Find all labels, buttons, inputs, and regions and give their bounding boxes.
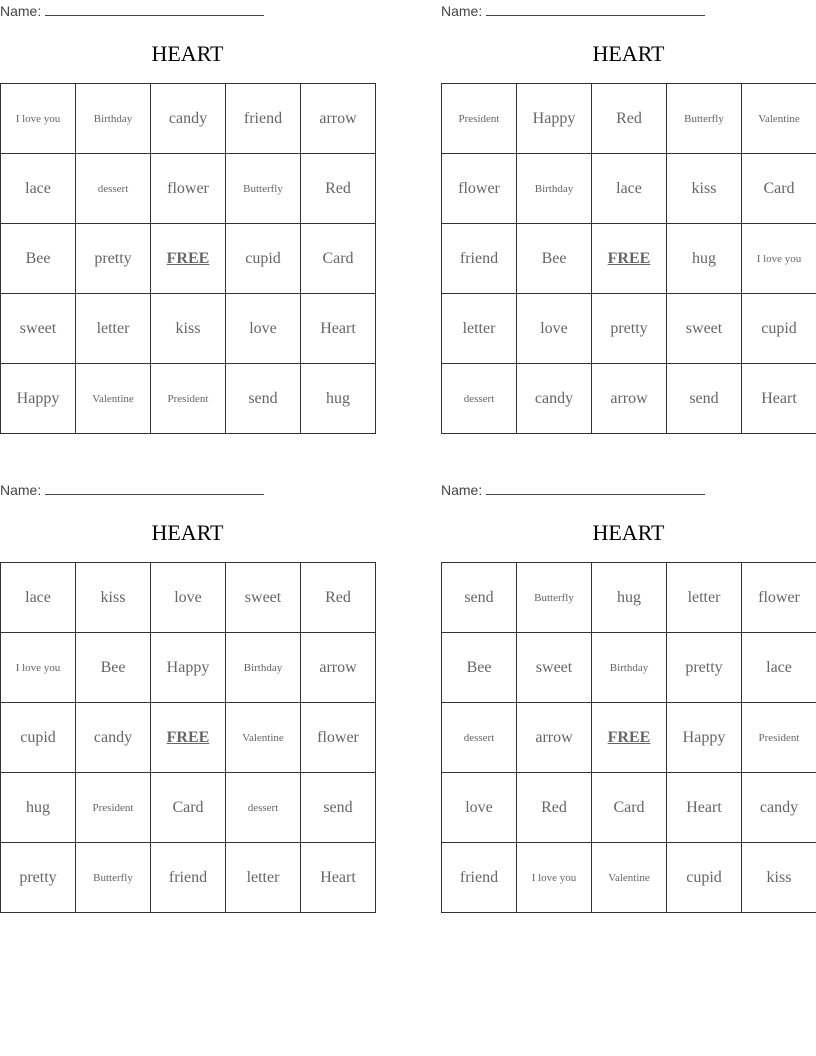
grid-cell: dessert: [442, 364, 517, 434]
grid-cell: hug: [1, 773, 76, 843]
grid-cell: flower: [301, 703, 376, 773]
grid-cell: sweet: [667, 294, 742, 364]
grid-row: [442, 843, 816, 913]
grid-cell: kiss: [742, 843, 816, 913]
grid-cell: friend: [442, 843, 517, 913]
grid-cell: flower: [742, 563, 816, 633]
grid-row: [442, 294, 816, 364]
grid-row: [1, 224, 376, 294]
grid-cell: Heart: [667, 773, 742, 843]
name-field: [441, 481, 705, 498]
grid-cell: President: [151, 364, 226, 434]
card-title: HEART: [151, 41, 224, 66]
grid-row: [442, 633, 816, 703]
free-space-cell: FREE: [592, 224, 667, 294]
grid-cell: letter: [667, 563, 742, 633]
grid-cell: arrow: [301, 633, 376, 703]
grid-cell: cupid: [742, 294, 816, 364]
grid-row: [1, 633, 376, 703]
grid-cell: friend: [226, 84, 301, 154]
grid-cell: Red: [592, 84, 667, 154]
grid-row: [1, 364, 376, 434]
grid-cell: Happy: [151, 633, 226, 703]
grid-cell: President: [442, 84, 517, 154]
grid-cell: candy: [517, 364, 592, 434]
grid-cell: send: [442, 563, 517, 633]
bingo-grid: [441, 562, 816, 913]
free-space-cell: FREE: [151, 703, 226, 773]
grid-cell: pretty: [76, 224, 151, 294]
grid-cell: lace: [592, 154, 667, 224]
grid-row: [442, 703, 816, 773]
grid-cell: candy: [742, 773, 816, 843]
grid-cell: Valentine: [742, 84, 816, 154]
grid-cell: arrow: [301, 84, 376, 154]
grid-cell: Happy: [667, 703, 742, 773]
grid-cell: I love you: [742, 224, 816, 294]
name-blank-line: [486, 481, 705, 495]
grid-cell: Happy: [1, 364, 76, 434]
grid-cell: Butterfly: [517, 563, 592, 633]
grid-row: [1, 843, 376, 913]
grid-cell: pretty: [592, 294, 667, 364]
name-field: [0, 2, 264, 19]
grid-cell: kiss: [151, 294, 226, 364]
grid-cell: arrow: [517, 703, 592, 773]
bingo-grid: [0, 562, 376, 913]
grid-cell: kiss: [76, 563, 151, 633]
grid-cell: cupid: [667, 843, 742, 913]
grid-row: [442, 84, 816, 154]
grid-cell: flower: [442, 154, 517, 224]
card-title: HEART: [592, 520, 665, 545]
grid-cell: Valentine: [592, 843, 667, 913]
name-blank-line: [45, 2, 264, 16]
grid-cell: dessert: [442, 703, 517, 773]
grid-cell: Card: [592, 773, 667, 843]
grid-cell: hug: [301, 364, 376, 434]
grid-cell: Red: [301, 563, 376, 633]
name-blank-line: [45, 481, 264, 495]
grid-cell: Heart: [742, 364, 816, 434]
grid-cell: send: [226, 364, 301, 434]
grid-cell: dessert: [226, 773, 301, 843]
grid-cell: sweet: [226, 563, 301, 633]
bingo-grid: [441, 83, 816, 434]
grid-cell: hug: [592, 563, 667, 633]
grid-row: [1, 563, 376, 633]
grid-cell: love: [517, 294, 592, 364]
grid-cell: lace: [1, 154, 76, 224]
grid-cell: sweet: [517, 633, 592, 703]
card-title: HEART: [151, 520, 224, 545]
grid-cell: I love you: [1, 633, 76, 703]
grid-row: [1, 84, 376, 154]
grid-cell: friend: [442, 224, 517, 294]
grid-cell: send: [301, 773, 376, 843]
grid-cell: Birthday: [592, 633, 667, 703]
grid-cell: Heart: [301, 843, 376, 913]
grid-cell: Card: [742, 154, 816, 224]
grid-cell: send: [667, 364, 742, 434]
grid-cell: sweet: [1, 294, 76, 364]
grid-cell: Valentine: [76, 364, 151, 434]
grid-cell: Birthday: [226, 633, 301, 703]
grid-cell: hug: [667, 224, 742, 294]
grid-cell: Birthday: [76, 84, 151, 154]
grid-cell: Valentine: [226, 703, 301, 773]
grid-cell: I love you: [1, 84, 76, 154]
grid-cell: President: [742, 703, 816, 773]
card-title: HEART: [592, 41, 665, 66]
name-field: [441, 2, 705, 19]
grid-row: [1, 294, 376, 364]
grid-cell: Happy: [517, 84, 592, 154]
grid-row: [442, 773, 816, 843]
name-field: [0, 481, 264, 498]
grid-cell: kiss: [667, 154, 742, 224]
grid-cell: pretty: [667, 633, 742, 703]
grid-cell: flower: [151, 154, 226, 224]
grid-cell: Heart: [301, 294, 376, 364]
grid-cell: Butterfly: [76, 843, 151, 913]
grid-cell: Card: [151, 773, 226, 843]
grid-cell: letter: [226, 843, 301, 913]
grid-cell: cupid: [1, 703, 76, 773]
grid-row: [442, 563, 816, 633]
grid-cell: Bee: [442, 633, 517, 703]
grid-cell: friend: [151, 843, 226, 913]
grid-cell: dessert: [76, 154, 151, 224]
free-space-cell: FREE: [151, 224, 226, 294]
name-label: Name:: [0, 482, 42, 498]
grid-cell: letter: [76, 294, 151, 364]
grid-cell: pretty: [1, 843, 76, 913]
grid-cell: I love you: [517, 843, 592, 913]
grid-row: [1, 773, 376, 843]
grid-cell: Birthday: [517, 154, 592, 224]
grid-cell: Card: [301, 224, 376, 294]
grid-cell: Red: [517, 773, 592, 843]
grid-cell: Bee: [76, 633, 151, 703]
grid-cell: Bee: [1, 224, 76, 294]
grid-cell: Red: [301, 154, 376, 224]
grid-cell: love: [151, 563, 226, 633]
grid-row: [442, 224, 816, 294]
grid-cell: cupid: [226, 224, 301, 294]
grid-cell: Butterfly: [667, 84, 742, 154]
grid-cell: Butterfly: [226, 154, 301, 224]
grid-cell: letter: [442, 294, 517, 364]
name-label: Name:: [441, 3, 483, 19]
grid-cell: arrow: [592, 364, 667, 434]
grid-cell: President: [76, 773, 151, 843]
grid-row: [1, 703, 376, 773]
grid-cell: love: [442, 773, 517, 843]
name-label: Name:: [441, 482, 483, 498]
grid-row: [1, 154, 376, 224]
grid-row: [442, 154, 816, 224]
grid-cell: candy: [76, 703, 151, 773]
grid-cell: candy: [151, 84, 226, 154]
grid-cell: love: [226, 294, 301, 364]
grid-row: [442, 364, 816, 434]
grid-cell: lace: [742, 633, 816, 703]
name-label: Name:: [0, 3, 42, 19]
free-space-cell: FREE: [592, 703, 667, 773]
name-blank-line: [486, 2, 705, 16]
bingo-grid: [0, 83, 376, 434]
grid-cell: lace: [1, 563, 76, 633]
grid-cell: Bee: [517, 224, 592, 294]
